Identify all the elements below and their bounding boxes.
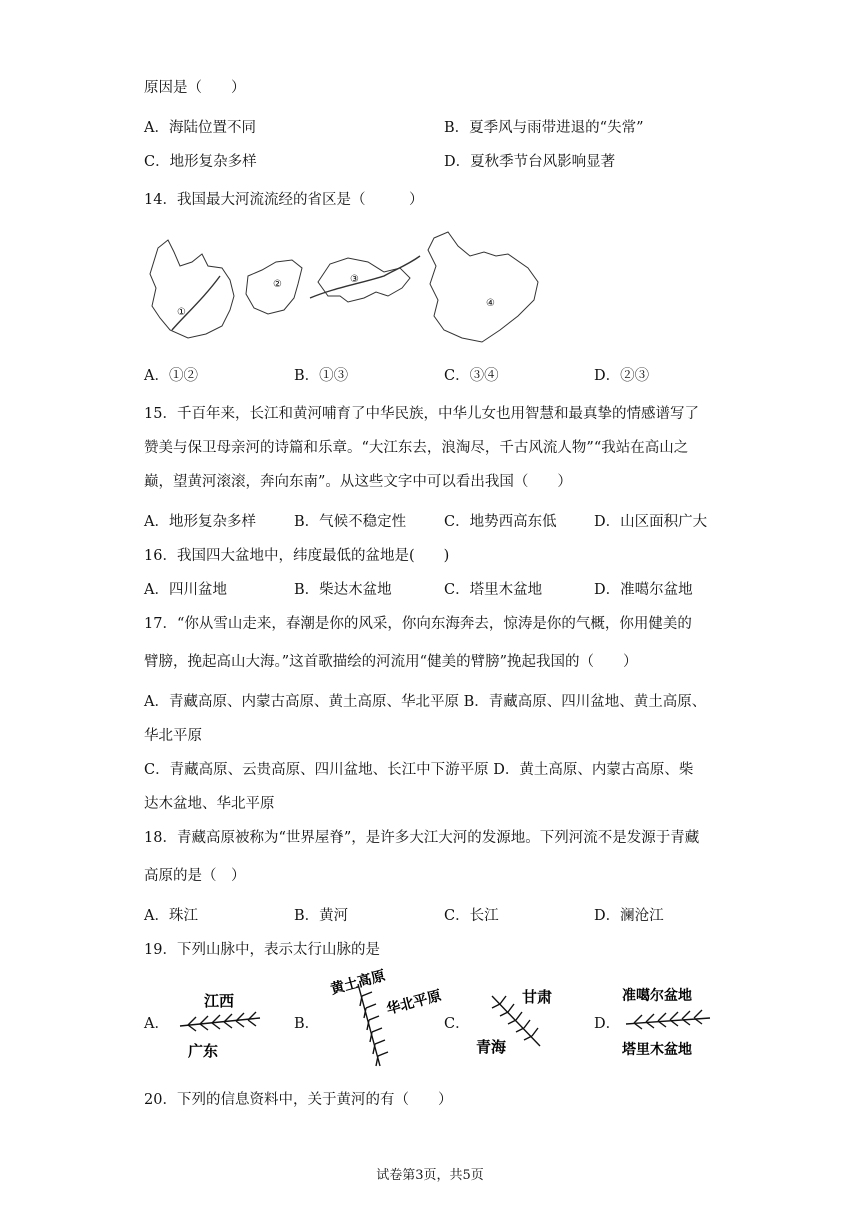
q16-option-a[interactable]: A．四川盆地 xyxy=(144,582,227,598)
q15-option-c[interactable]: C．地势西高东低 xyxy=(444,514,557,530)
q19-d-label-bottom: 塔里木盆地 xyxy=(622,1042,692,1058)
q18-option-b[interactable]: B．黄河 xyxy=(294,908,349,924)
q16-option-d[interactable]: D．准噶尔盆地 xyxy=(594,582,693,598)
q19-option-d-figure[interactable] xyxy=(618,982,728,1064)
q19-c-label-bottom: 青海 xyxy=(476,1038,507,1056)
q19-b-label-right xyxy=(385,987,443,1018)
svg-text:黄土高原: 黄土高原 xyxy=(328,967,388,998)
q18-option-c[interactable]: C．长江 xyxy=(444,908,499,924)
q19-option-c-letter[interactable]: C． xyxy=(444,1016,470,1032)
province-map-label-1: ① xyxy=(177,307,186,318)
q13-option-b[interactable]: B．夏季风与雨带进退的“失常” xyxy=(444,120,644,136)
province-map-4 xyxy=(428,232,538,342)
q16-option-c[interactable]: C．塔里木盆地 xyxy=(444,582,543,598)
q13-option-d[interactable]: D．夏秋季节台风影响显著 xyxy=(444,154,616,170)
q16-stem: 16．我国四大盆地中，纬度最低的盆地是( ) xyxy=(144,548,450,564)
province-map-1 xyxy=(150,240,234,338)
q15-option-d[interactable]: D．山区面积广大 xyxy=(594,514,708,530)
q19-c-label-top: 甘肃 xyxy=(522,988,553,1006)
svg-text:华北平原: 华北平原 xyxy=(384,987,444,1018)
q17-options-line-2[interactable]: 华北平原 xyxy=(144,728,202,744)
province-map-label-4: ④ xyxy=(486,298,495,309)
q15-option-a[interactable]: A．地形复杂多样 xyxy=(144,514,256,530)
q19-option-b-letter[interactable]: B． xyxy=(294,1016,320,1032)
q19-d-label-top: 准噶尔盆地 xyxy=(622,988,692,1004)
q15-stem-line-2: 赞美与保卫母亲河的诗篇和乐章。“大江东去，浪淘尽，千古风流人物”“我站在高山之 xyxy=(144,440,689,456)
q19-a-label-top: 江西 xyxy=(204,992,235,1010)
q19-option-a-figure[interactable] xyxy=(174,988,274,1064)
page-footer: 试卷第3页，共5页 xyxy=(376,1168,484,1183)
q19-option-a-letter[interactable]: A． xyxy=(144,1016,169,1032)
q14-stem: 14．我国最大河流流经的省区是（ ） xyxy=(144,192,424,208)
q17-stem-line-1: 17．“你从雪山走来，春潮是你的风采，你向东海奔去，惊涛是你的气概，你用健美的 xyxy=(144,616,692,632)
q15-stem-line-1: 15．千百年来，长江和黄河哺育了中华民族，中华儿女也用智慧和最真挚的情感谱写了 xyxy=(144,406,699,422)
q18-option-a[interactable]: A．珠江 xyxy=(144,908,198,924)
q16-option-b[interactable]: B．柴达木盆地 xyxy=(294,582,392,598)
q19-b-label-left xyxy=(329,967,387,998)
q19-stem: 19．下列山脉中，表示太行山脉的是 xyxy=(144,942,380,958)
q18-stem-line-1: 18．青藏高原被称为“世界屋脊”，是许多大江大河的发源地。下列河流不是发源于青藏 xyxy=(144,830,700,846)
q14-option-a[interactable]: A．①② xyxy=(144,368,198,384)
province-map-3 xyxy=(318,258,410,302)
q13-stem-tail: 原因是（ ） xyxy=(144,80,246,96)
q19-option-b-figure[interactable] xyxy=(318,967,444,1074)
q18-option-d[interactable]: D．澜沧江 xyxy=(594,908,664,924)
q19-option-c-figure[interactable] xyxy=(470,984,570,1066)
q15-option-b[interactable]: B．气候不稳定性 xyxy=(294,514,407,530)
q14-option-c[interactable]: C．③④ xyxy=(444,368,499,384)
q17-options-line-4[interactable]: 达木盆地、华北平原 xyxy=(144,796,275,812)
q20-stem: 20．下列的信息资料中，关于黄河的有（ ） xyxy=(144,1092,453,1108)
q18-stem-line-2: 高原的是（ ） xyxy=(144,868,246,884)
q13-option-a[interactable]: A．海陆位置不同 xyxy=(144,120,256,136)
q15-stem-line-3: 巅，望黄河滚滚，奔向东南”。从这些文字中可以看出我国（ ） xyxy=(144,474,572,490)
q17-options-line-1[interactable]: A．青藏高原、内蒙古高原、黄土高原、华北平原 B．青藏高原、四川盆地、黄土高原、 xyxy=(144,694,707,710)
q14-option-d[interactable]: D．②③ xyxy=(594,368,650,384)
q14-province-maps xyxy=(144,226,544,351)
province-map-label-2: ② xyxy=(273,279,282,290)
q14-option-b[interactable]: B．①③ xyxy=(294,368,349,384)
province-map-label-3: ③ xyxy=(350,274,359,285)
q17-options-line-3[interactable]: C．青藏高原、云贵高原、四川盆地、长江中下游平原 D．黄土高原、内蒙古高原、柴 xyxy=(144,762,694,778)
q19-a-label-bottom: 广东 xyxy=(188,1042,219,1060)
q19-option-d-letter[interactable]: D． xyxy=(594,1016,621,1032)
q13-option-c[interactable]: C．地形复杂多样 xyxy=(144,154,257,170)
q17-stem-line-2: 臂膀，挽起高山大海。”这首歌描绘的河流用“健美的臂膀”挽起我国的（ ） xyxy=(144,654,638,670)
